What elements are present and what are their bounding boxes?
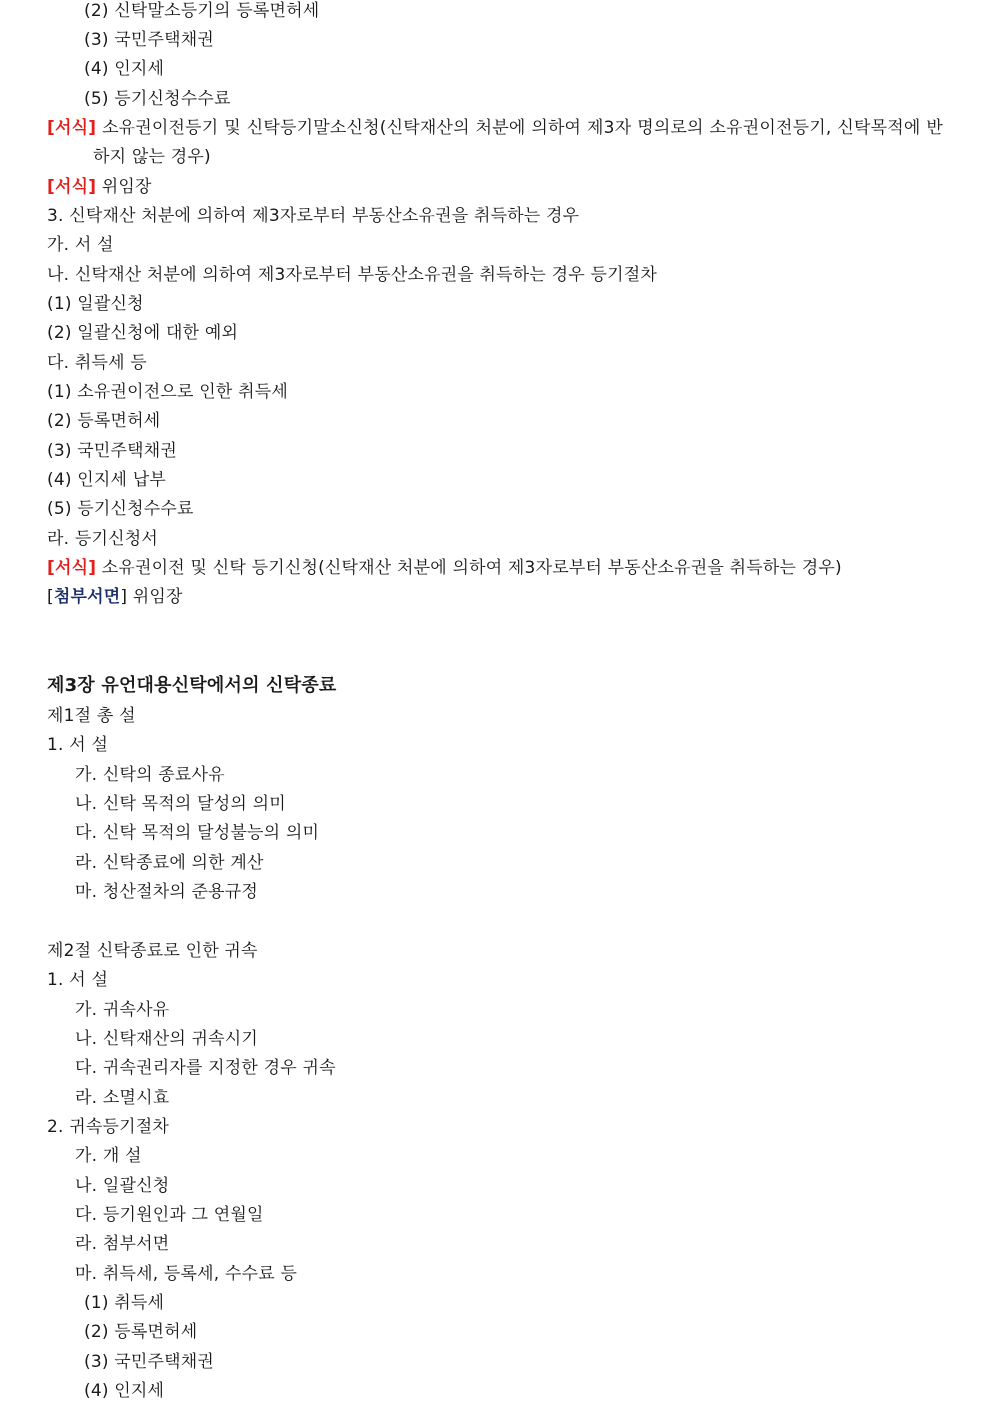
list-item: 다. 귀속권리자를 지정한 경우 귀속: [75, 1058, 336, 1078]
list-item: (3) 국민주택채권: [84, 30, 215, 50]
section-heading: 3. 신탁재산 처분에 의하여 제3자로부터 부동산소유권을 취득하는 경우: [47, 206, 580, 226]
list-item: 2. 귀속등기절차: [47, 1117, 169, 1137]
form-title: 소유권이전 및 신탁 등기신청(신탁재산 처분에 의하여 제3자로부터 부동산소유권을 취득하는 경우): [101, 558, 842, 578]
list-item: 나. 신탁 목적의 달성의 의미: [75, 794, 286, 814]
section-title: 제1절 총 설: [47, 706, 136, 726]
list-item: 나. 신탁재산 처분에 의하여 제3자로부터 부동산소유권을 취득하는 경우 등기절차: [47, 265, 657, 285]
list-item: 마. 취득세, 등록세, 수수료 등: [75, 1264, 298, 1284]
list-item: 나. 신탁재산의 귀속시기: [75, 1029, 259, 1049]
form-tag: [서식]: [47, 177, 97, 197]
list-item: (1) 소유권이전으로 인한 취득세: [47, 382, 288, 402]
list-item: 라. 등기신청서: [47, 529, 158, 549]
attachment-tag: 첨부서면: [53, 587, 121, 607]
list-item: 가. 개 설: [75, 1146, 142, 1166]
list-item: (1) 일괄신청: [47, 294, 144, 314]
list-item: 마. 청산절차의 준용규정: [75, 882, 259, 902]
list-item: 다. 등기원인과 그 연월일: [75, 1205, 264, 1225]
list-item: (2) 등록면허세: [84, 1322, 198, 1342]
chapter-title: 제3장 유언대용신탁에서의 신탁종료: [47, 675, 337, 696]
list-item: 나. 일괄신청: [75, 1176, 170, 1196]
list-item: 라. 첨부서면: [75, 1234, 170, 1254]
attachment-tag-close: ]: [120, 587, 128, 607]
form-reference-line: [47, 557, 842, 579]
list-item: (2) 등록면허세: [47, 411, 161, 431]
attachment-reference-line: [47, 586, 183, 608]
list-item: 1. 서 설: [47, 970, 109, 990]
list-item: (4) 인지세 납부: [47, 470, 166, 490]
form-title-continuation: 하지 않는 경우): [93, 147, 211, 167]
list-item: (1) 취득세: [84, 1293, 165, 1313]
list-item: 가. 귀속사유: [75, 1000, 170, 1020]
form-reference-line: [47, 176, 152, 198]
list-item: 라. 신탁종료에 의한 계산: [75, 853, 264, 873]
form-title: 위임장: [101, 177, 152, 197]
list-item: 다. 취득세 등: [47, 353, 147, 373]
list-item: (3) 국민주택채권: [47, 441, 178, 461]
attachment-title: 위임장: [132, 587, 183, 607]
list-item: (2) 일괄신청에 대한 예외: [47, 323, 239, 343]
list-item: (5) 등기신청수수료: [84, 89, 231, 109]
list-item: 가. 신탁의 종료사유: [75, 765, 225, 785]
list-item: (4) 인지세: [84, 59, 165, 79]
list-item: (4) 인지세: [84, 1381, 165, 1401]
list-item: (5) 등기신청수수료: [47, 499, 194, 519]
list-item: 라. 소멸시효: [75, 1088, 170, 1108]
form-tag: [서식]: [47, 118, 97, 138]
list-item: (2) 신탁말소등기의 등록면허세: [84, 1, 320, 21]
form-tag: [서식]: [47, 558, 97, 578]
list-item: (3) 국민주택채권: [84, 1352, 215, 1372]
attachment-tag-open: [: [47, 587, 54, 607]
form-title: 소유권이전등기 및 신탁등기말소신청(신탁재산의 처분에 의하여 제3자 명의로의 소유권이전등기, 신탁목적에 반: [102, 118, 943, 138]
section-title: 제2절 신탁종료로 인한 귀속: [47, 941, 258, 961]
list-item: 1. 서 설: [47, 735, 109, 755]
list-item: 가. 서 설: [47, 235, 114, 255]
list-item: 다. 신탁 목적의 달성불능의 의미: [75, 823, 320, 843]
form-reference-line: [47, 117, 943, 139]
